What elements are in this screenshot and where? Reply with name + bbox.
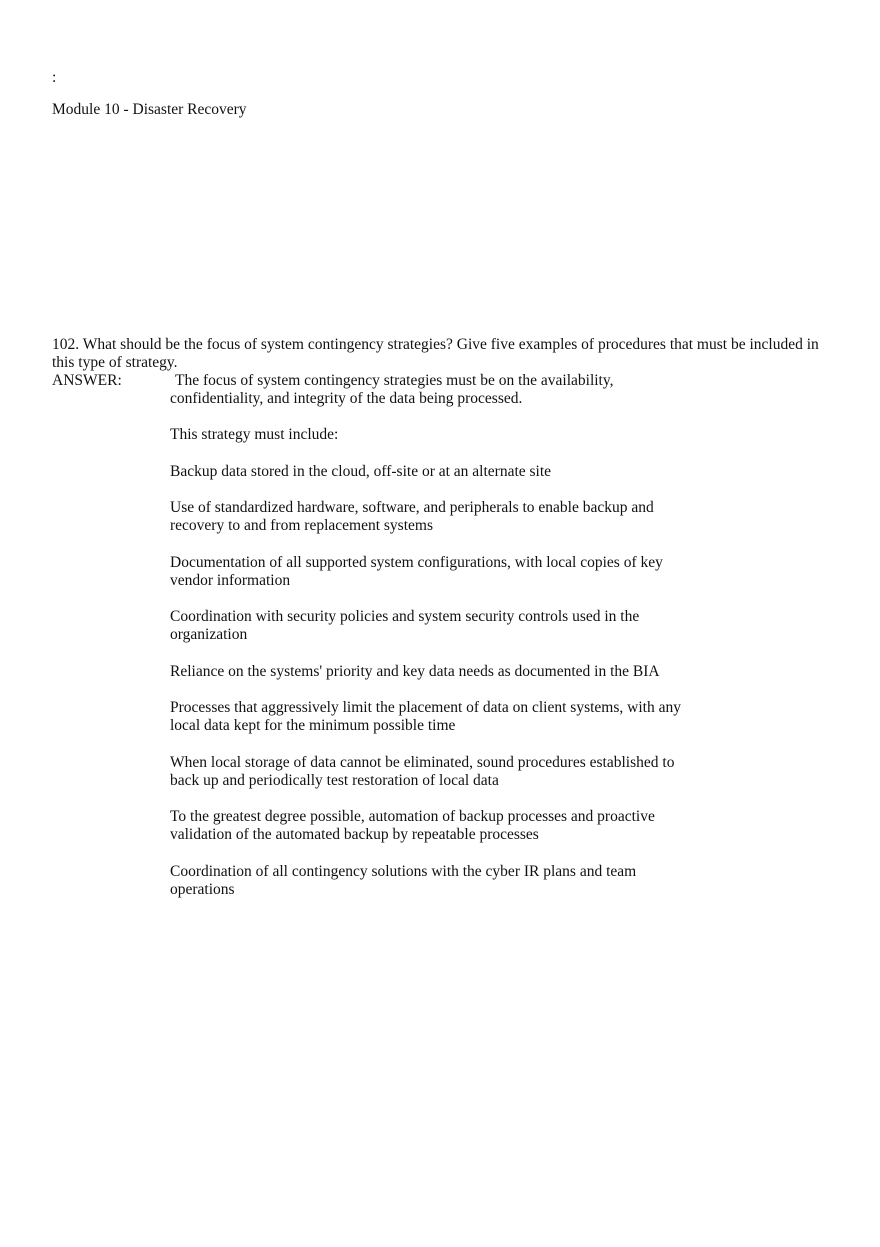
header-marker: :	[52, 69, 57, 86]
procedure-item: Documentation of all supported system configurations, with local copies of key vendor information	[170, 553, 663, 589]
list-intro: This strategy must include:	[170, 426, 339, 443]
procedure-item: Coordination with security policies and system security controls used in the organization	[170, 608, 640, 643]
question-text: 102. What should be the focus of system contingency strategies? Give five examples of procedures that must be included in this type of strategy.	[52, 336, 819, 371]
procedure-item: To the greatest degree possible, automation of backup processes and proactive validation of the automated backup by repeatable processes	[170, 808, 655, 843]
procedure-list	[170, 463, 690, 899]
procedure-item: Use of standardized hardware, software, and peripherals to enable backup and recovery to and from replacement systems	[170, 499, 654, 534]
procedure-item: Backup data stored in the cloud, off-site or at an alternate site	[170, 462, 552, 480]
procedure-item: When local storage of data cannot be eliminated, sound procedures established to back up and periodically test restoration of local data	[170, 753, 675, 789]
procedure-item: Coordination of all contingency solutions with the cyber IR plans and team operations	[170, 862, 637, 898]
module-title: Module 10 - Disaster Recovery	[52, 101, 247, 118]
answer-body	[170, 372, 690, 917]
answer-intro: The focus of system contingency strategies must be on the availability, confidentiality, and integrity of the data being processed.	[170, 372, 614, 407]
procedure-item: Processes that aggressively limit the placement of data on client systems, with any local data kept for the minimum possible time	[170, 699, 681, 734]
procedure-item: Reliance on the systems' priority and key data needs as documented in the BIA	[170, 662, 660, 680]
answer-label: ANSWER:	[52, 372, 122, 389]
